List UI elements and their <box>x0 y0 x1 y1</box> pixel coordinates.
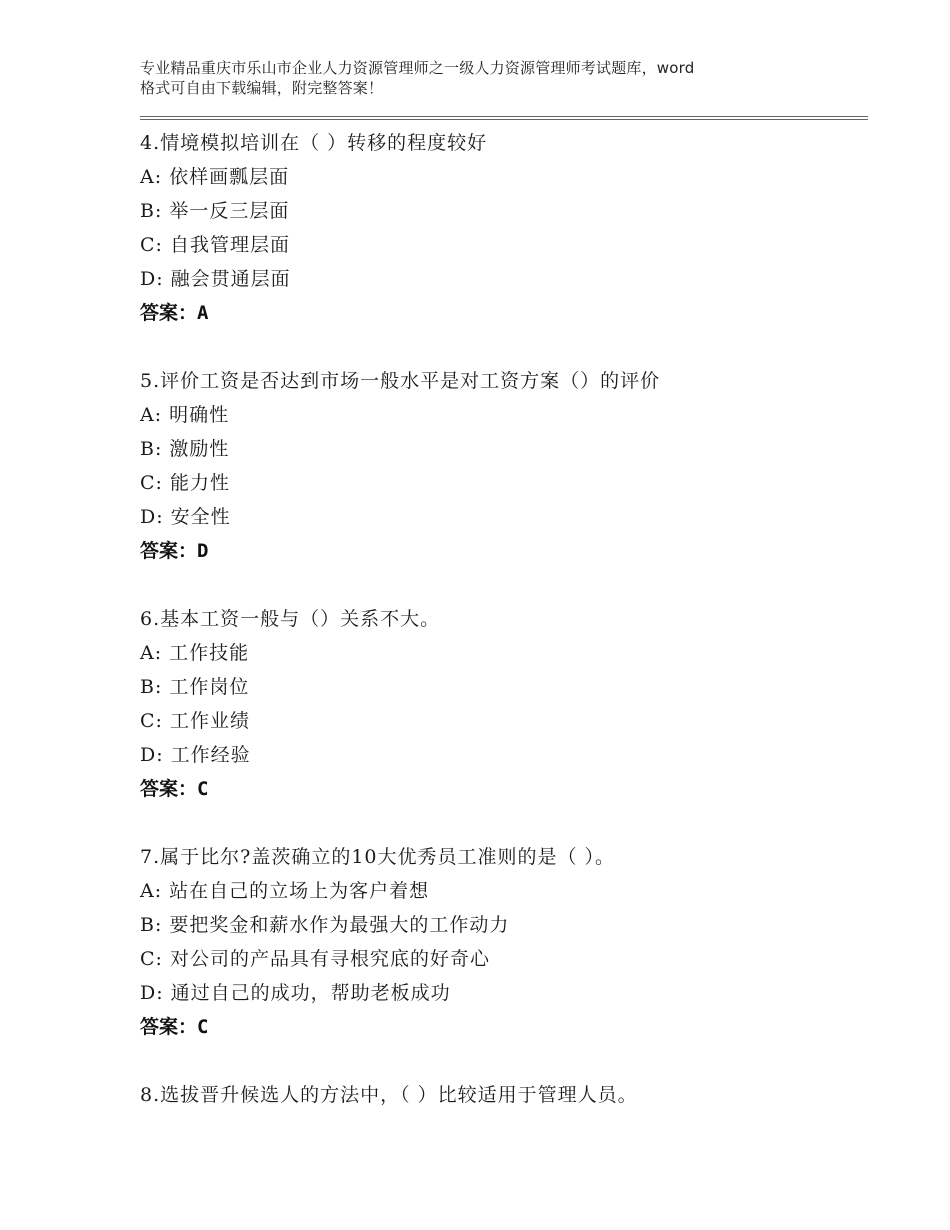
answer-line <box>140 534 868 568</box>
option-c: C: 自我管理层面 <box>140 234 290 256</box>
option-b: B: 工作岗位 <box>140 676 250 698</box>
option-d: D: 通过自己的成功，帮助老板成功 <box>140 982 451 1004</box>
option-d: D: 工作经验 <box>140 744 251 766</box>
answer-value: D <box>197 540 209 562</box>
document-header <box>140 58 868 98</box>
answer-label: 答案： <box>140 778 198 800</box>
answer-label: 答案： <box>140 540 198 562</box>
option-a: A: 工作技能 <box>140 642 250 664</box>
document-page <box>140 58 868 1146</box>
header-divider <box>140 116 868 120</box>
question-7 <box>140 840 868 1044</box>
answer-value: C <box>197 778 209 800</box>
answer-value: C <box>197 1016 209 1038</box>
option-d: D: 安全性 <box>140 506 231 528</box>
question-8 <box>140 1078 868 1112</box>
option-a: A: 明确性 <box>140 404 230 426</box>
option-a: A: 站在自己的立场上为客户着想 <box>140 880 430 902</box>
answer-line <box>140 296 868 330</box>
option-c: C: 工作业绩 <box>140 710 250 732</box>
header-line-1: 专业精品重庆市乐山市企业人力资源管理师之一级人力资源管理师考试题库，word <box>140 59 695 77</box>
option-c: C: 能力性 <box>140 472 230 494</box>
question-title: 5.评价工资是否达到市场一般水平是对工资方案（）的评价 <box>140 370 661 392</box>
answer-value: A <box>197 302 209 324</box>
question-title: 4.情境模拟培训在（ ）转移的程度较好 <box>140 132 488 154</box>
answer-label: 答案： <box>140 302 198 324</box>
option-b: B: 举一反三层面 <box>140 200 290 222</box>
option-a: A: 依样画瓢层面 <box>140 166 290 188</box>
answer-line <box>140 772 868 806</box>
option-c: C: 对公司的产品具有寻根究底的好奇心 <box>140 948 490 970</box>
option-b: B: 要把奖金和薪水作为最强大的工作动力 <box>140 914 510 936</box>
question-title: 8.选拔晋升候选人的方法中，（ ）比较适用于管理人员。 <box>140 1084 638 1106</box>
option-d: D: 融会贯通层面 <box>140 268 291 290</box>
question-5 <box>140 364 868 568</box>
question-title: 7.属于比尔?盖茨确立的10大优秀员工准则的是（ ）。 <box>140 846 616 868</box>
question-6 <box>140 602 868 806</box>
answer-label: 答案： <box>140 1016 198 1038</box>
header-line-2: 格式可自由下载编辑，附完整答案！ <box>140 79 384 97</box>
question-title: 6.基本工资一般与（）关系不大。 <box>140 608 441 630</box>
option-b: B: 激励性 <box>140 438 230 460</box>
answer-line <box>140 1010 868 1044</box>
question-4 <box>140 126 868 330</box>
